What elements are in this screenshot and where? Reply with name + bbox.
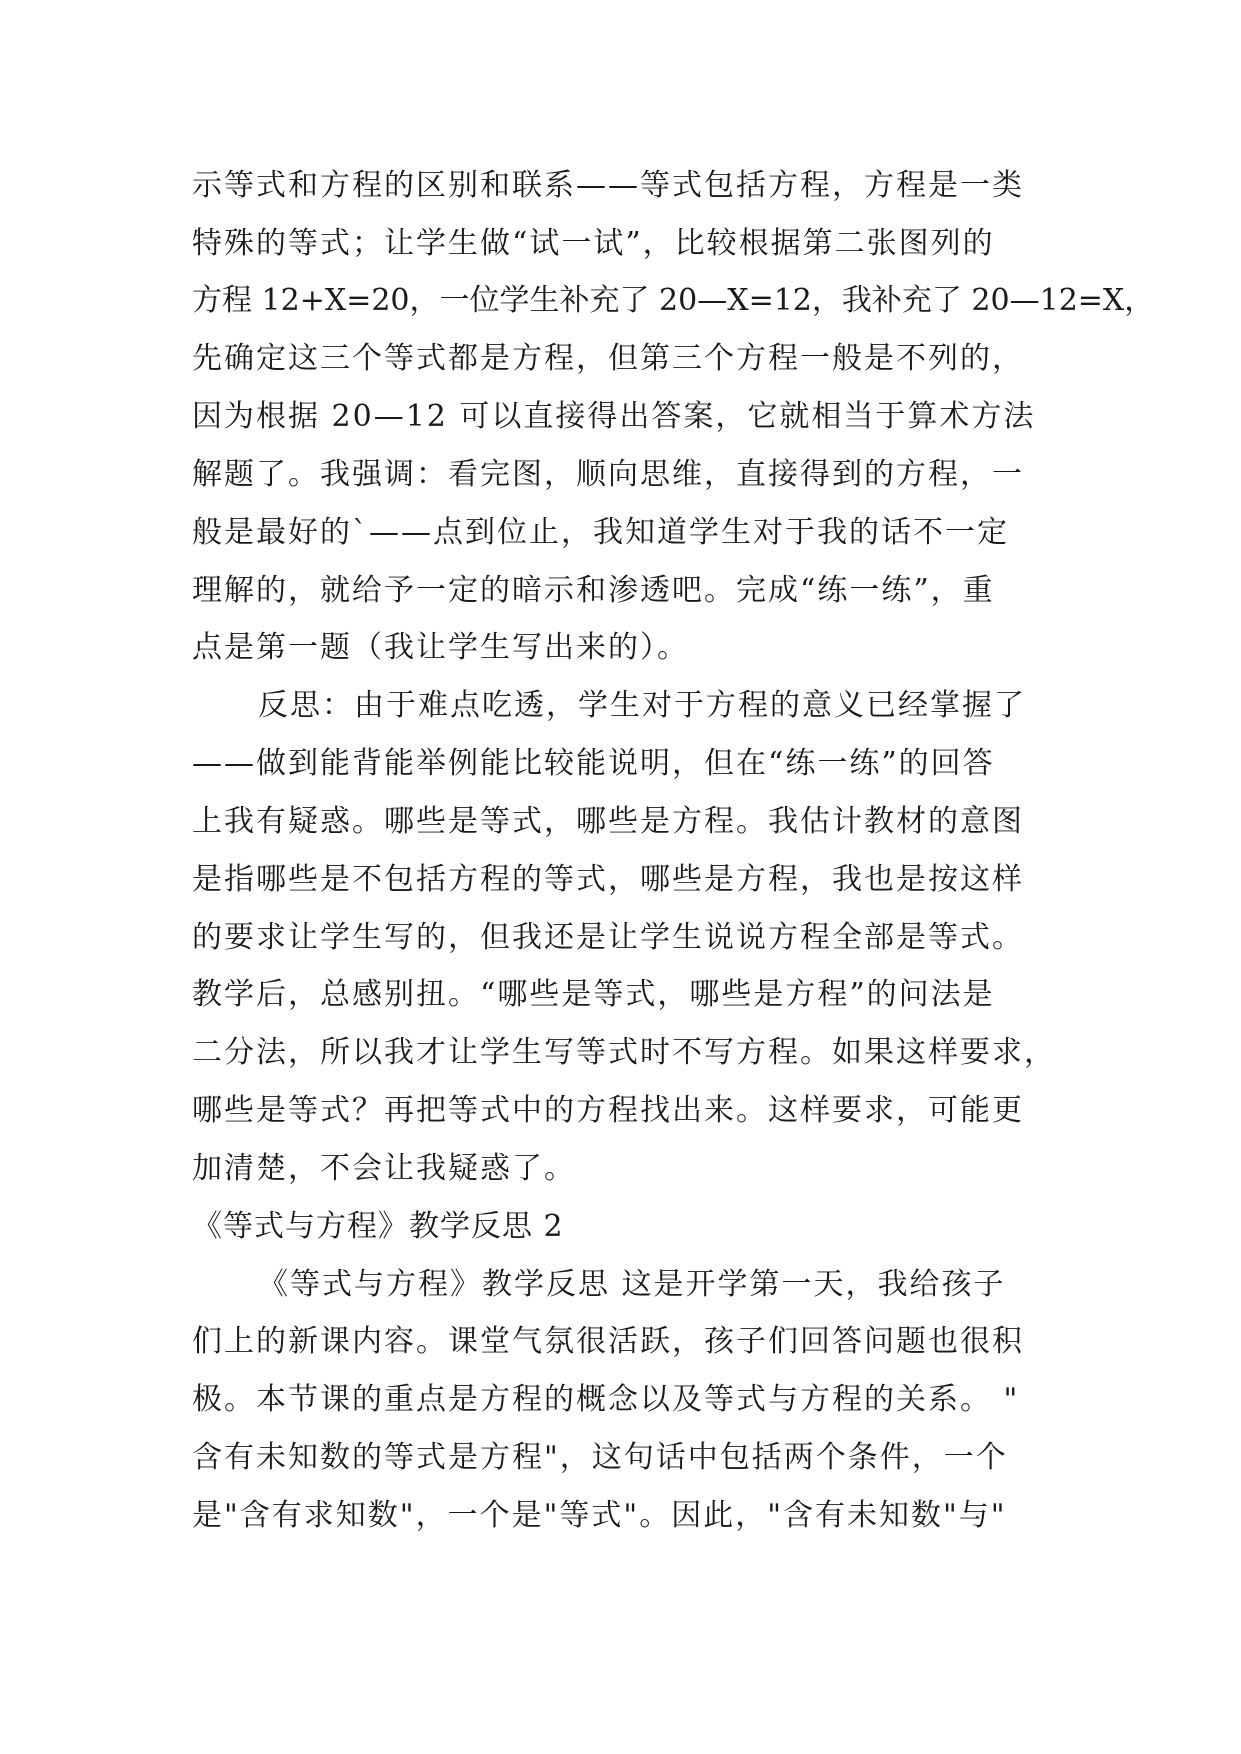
paragraph-line: 们上的新课内容。课堂气氛很活跃，孩子们回答问题也很积 <box>192 1324 1024 1359</box>
paragraph-line: 示等式和方程的区别和联系——等式包括方程，方程是一类 <box>192 168 1024 203</box>
paragraph-line: 点是第一题（我让学生写出来的）。 <box>192 630 689 665</box>
paragraph-line: 加清楚，不会让我疑惑了。 <box>192 1151 576 1186</box>
paragraph-line: ——做到能背能举例能比较能说明，但在“练一练”的回答 <box>192 746 995 781</box>
paragraph-line: 含有未知数的等式是方程"，这句话中包括两个条件，一个 <box>192 1440 1008 1475</box>
paragraph-line: 理解的，就给予一定的暗示和渗透吧。完成“练一练”，重 <box>192 573 995 608</box>
paragraph-line: 是"含有求知数"，一个是"等式"。因此，"含有未知数"与" <box>192 1498 1007 1533</box>
paragraph-line: 《等式与方程》教学反思 这是开学第一天，我给孩子 <box>258 1267 1006 1302</box>
paragraph-line: 解题了。我强调：看完图，顺向思维，直接得到的方程，一 <box>192 457 1024 492</box>
paragraph-line: 反思：由于难点吃透，学生对于方程的意义已经掌握了 <box>258 688 1026 723</box>
paragraph-line: 教学后，总感别扭。“哪些是等式，哪些是方程”的问法是 <box>192 977 995 1012</box>
paragraph-line: 哪些是等式？再把等式中的方程找出来。这样要求，可能更 <box>192 1093 1024 1128</box>
paragraph-line: 极。本节课的重点是方程的概念以及等式与方程的关系。 " <box>192 1382 1020 1417</box>
paragraph-line: 般是最好的`——点到位止，我知道学生对于我的话不一定 <box>192 515 1009 550</box>
paragraph-line: 先确定这三个等式都是方程，但第三个方程一般是不列的， <box>192 341 1024 376</box>
paragraph-line: 是指哪些是不包括方程的等式，哪些是方程，我也是按这样 <box>192 862 1024 897</box>
paragraph-line: 上我有疑惑。哪些是等式，哪些是方程。我估计教材的意图 <box>192 804 1024 839</box>
paragraph-line: 特殊的等式；让学生做“试一试”，比较根据第二张图列的 <box>192 226 995 261</box>
paragraph-line: 二分法，所以我才让学生写等式时不写方程。如果这样要求， <box>192 1035 1056 1070</box>
paragraph-line: 因为根据 20—12 可以直接得出答案，它就相当于算术方法 <box>192 399 1036 434</box>
section-heading: 《等式与方程》教学反思 2 <box>192 1209 564 1244</box>
paragraph-line: 的要求让学生写的，但我还是让学生说说方程全部是等式。 <box>192 920 1024 955</box>
paragraph-line: 方程 12+X=20，一位学生补充了 20—X=12，我补充了 20—12=X， <box>192 283 1155 318</box>
